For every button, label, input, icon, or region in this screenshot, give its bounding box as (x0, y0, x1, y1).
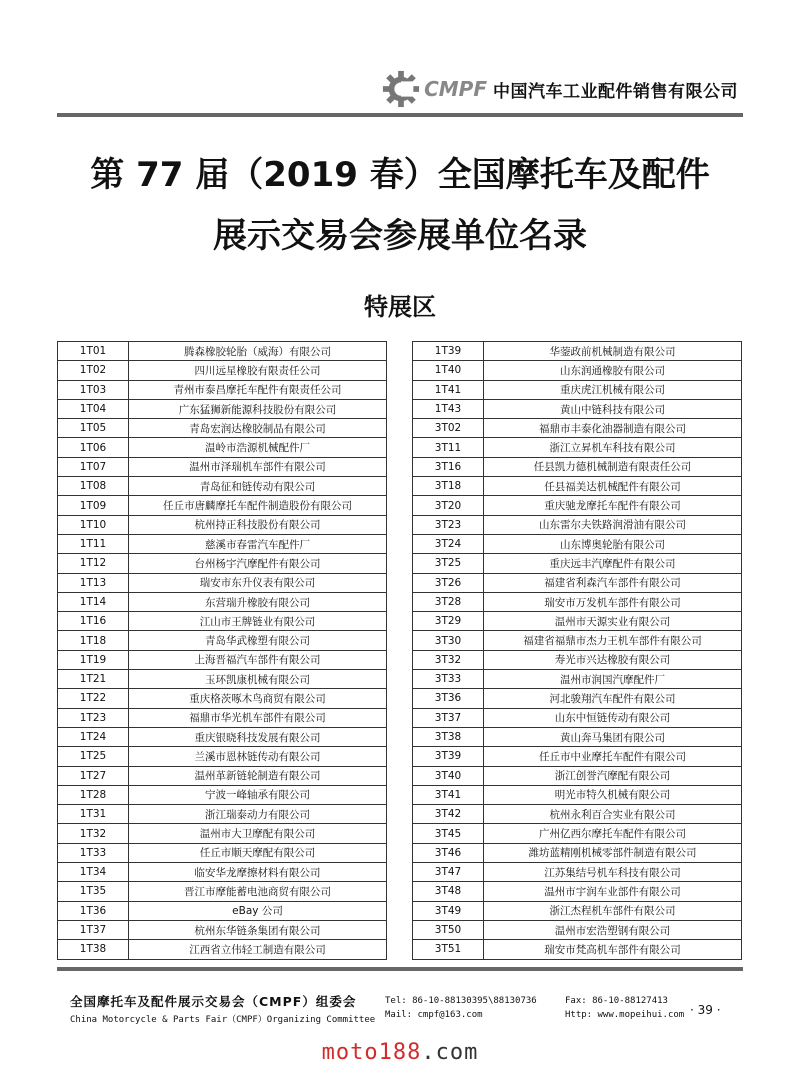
exhibitor-name: 浙江杰程机车部件有限公司 (484, 901, 742, 920)
booth-code: 1T43 (413, 399, 484, 418)
exhibitor-name: 温州市天源实业有限公司 (484, 612, 742, 631)
table-row (413, 785, 742, 804)
table-row (58, 805, 387, 824)
booth-code: 3T39 (413, 747, 484, 766)
exhibitor-name: 东营瑞升橡胶有限公司 (129, 592, 387, 611)
table-row (413, 766, 742, 785)
table-row (58, 940, 387, 959)
table-row (413, 592, 742, 611)
table-row (58, 689, 387, 708)
booth-code: 1T13 (58, 573, 129, 592)
table-row (413, 419, 742, 438)
watermark-tld: .com (421, 1040, 479, 1065)
booth-code: 3T30 (413, 631, 484, 650)
exhibitor-name: 明光市特久机械有限公司 (484, 785, 742, 804)
page-title-line2: 展示交易会参展单位名录 (213, 216, 587, 256)
booth-code: 3T42 (413, 805, 484, 824)
booth-code: 1T22 (58, 689, 129, 708)
exhibitor-name: 瑞安市万发机车部件有限公司 (484, 592, 742, 611)
exhibitor-name: 临安华龙摩擦材料有限公司 (129, 863, 387, 882)
booth-code: 3T11 (413, 438, 484, 457)
table-row (413, 477, 742, 496)
booth-code: 1T38 (58, 940, 129, 959)
booth-code: 1T18 (58, 631, 129, 650)
booth-code: 1T28 (58, 785, 129, 804)
exhibitor-name: eBay 公司 (129, 901, 387, 920)
booth-code: 1T21 (58, 670, 129, 689)
table-row (58, 670, 387, 689)
table-row (413, 689, 742, 708)
watermark-domain: moto188 (321, 1040, 422, 1065)
exhibitor-name: 潍坊蓝精刚机械零部件制造有限公司 (484, 843, 742, 862)
table-row (413, 399, 742, 418)
exhibitor-name: 温州市宇润车业部件有限公司 (484, 882, 742, 901)
exhibitor-name: 重庆银晓科技发展有限公司 (129, 727, 387, 746)
exhibitor-name: 兰溪市恩林链传动有限公司 (129, 747, 387, 766)
table-row (413, 650, 742, 669)
booth-code: 1T37 (58, 920, 129, 939)
exhibitor-name: 重庆驰龙摩托车配件有限公司 (484, 496, 742, 515)
exhibitor-name: 江山市王牌链业有限公司 (129, 612, 387, 631)
exhibitor-name: 重庆远丰汽摩配件有限公司 (484, 554, 742, 573)
booth-code: 3T48 (413, 882, 484, 901)
booth-code: 3T18 (413, 477, 484, 496)
exhibitor-name: 青岛征和链传动有限公司 (129, 477, 387, 496)
booth-code: 1T07 (58, 457, 129, 476)
table-row (58, 747, 387, 766)
footer-org-cn: 全国摩托车及配件展示交易会（CMPF）组委会 (70, 994, 357, 1009)
table-row (58, 342, 387, 361)
table-row (413, 824, 742, 843)
table-row (413, 940, 742, 959)
booth-code: 3T29 (413, 612, 484, 631)
exhibitor-name: 山东雷尔夫铁路润滑油有限公司 (484, 515, 742, 534)
booth-code: 3T45 (413, 824, 484, 843)
booth-code: 3T20 (413, 496, 484, 515)
exhibitor-name: 任丘市唐麟摩托车配件制造股份有限公司 (129, 496, 387, 515)
table-row (413, 805, 742, 824)
table-row (58, 361, 387, 380)
booth-code: 1T36 (58, 901, 129, 920)
exhibitor-name: 华蓥政前机械制造有限公司 (484, 342, 742, 361)
table-row (58, 380, 387, 399)
booth-code: 1T33 (58, 843, 129, 862)
booth-code: 3T32 (413, 650, 484, 669)
booth-code: 1T06 (58, 438, 129, 457)
booth-code: 1T03 (58, 380, 129, 399)
booth-code: 1T23 (58, 708, 129, 727)
booth-code: 1T10 (58, 515, 129, 534)
table-row (413, 573, 742, 592)
exhibitor-name: 温州市泽瑞机车部件有限公司 (129, 457, 387, 476)
exhibitor-name: 任丘市顺天摩配有限公司 (129, 843, 387, 862)
table-row (413, 843, 742, 862)
table-row (58, 766, 387, 785)
exhibitor-name: 温州市大卫摩配有限公司 (129, 824, 387, 843)
exhibitor-name: 上海晋福汽车部件有限公司 (129, 650, 387, 669)
table-row (58, 554, 387, 573)
exhibitor-name: 任县福美达机械配件有限公司 (484, 477, 742, 496)
table-row (58, 612, 387, 631)
booth-code: 1T27 (58, 766, 129, 785)
booth-code: 1T16 (58, 612, 129, 631)
exhibitor-name: 黄山中链科技有限公司 (484, 399, 742, 418)
exhibitor-name: 任县凯力德机械制造有限责任公司 (484, 457, 742, 476)
exhibitor-name: 腾森橡胶轮胎（威海）有限公司 (129, 342, 387, 361)
exhibitor-name: 广东猛狮新能源科技股份有限公司 (129, 399, 387, 418)
exhibitor-name: 青岛华武橡塑有限公司 (129, 631, 387, 650)
table-row (413, 708, 742, 727)
table-row (413, 361, 742, 380)
table-row (58, 882, 387, 901)
exhibitor-name: 台州杨宇汽摩配件有限公司 (129, 554, 387, 573)
exhibitor-name: 宁波一峰轴承有限公司 (129, 785, 387, 804)
booth-code: 1T39 (413, 342, 484, 361)
table-row (58, 419, 387, 438)
table-row (413, 747, 742, 766)
booth-code: 3T46 (413, 843, 484, 862)
table-row (58, 438, 387, 457)
table-row (58, 573, 387, 592)
exhibitor-name: 福鼎市丰泰化油器制造有限公司 (484, 419, 742, 438)
company-name: 中国汽车工业配件销售有限公司 (493, 81, 738, 102)
header-divider (57, 113, 743, 117)
company-logo (382, 70, 738, 108)
booth-code: 3T25 (413, 554, 484, 573)
footer-tel: Tel: 86-10-88130395\88130736 (385, 996, 537, 1006)
exhibitor-name: 江西省立伟轻工制造有限公司 (129, 940, 387, 959)
booth-code: 1T12 (58, 554, 129, 573)
page-header (0, 0, 800, 120)
table-row (58, 650, 387, 669)
exhibitor-name: 江苏集结号机车科技有限公司 (484, 863, 742, 882)
section-title: 特展区 (364, 293, 436, 321)
booth-code: 1T31 (58, 805, 129, 824)
booth-code: 1T05 (58, 419, 129, 438)
table-row (58, 863, 387, 882)
table-row (413, 727, 742, 746)
booth-code: 3T37 (413, 708, 484, 727)
exhibitor-name: 温州市润国汽摩配件厂 (484, 670, 742, 689)
table-row (413, 342, 742, 361)
booth-code: 3T49 (413, 901, 484, 920)
table-row (413, 515, 742, 534)
booth-code: 1T09 (58, 496, 129, 515)
table-row (413, 554, 742, 573)
table-row (58, 920, 387, 939)
table-row (413, 670, 742, 689)
booth-code: 1T01 (58, 342, 129, 361)
table-row (58, 534, 387, 553)
booth-code: 1T40 (413, 361, 484, 380)
booth-code: 3T02 (413, 419, 484, 438)
exhibitor-name: 黄山奔马集团有限公司 (484, 727, 742, 746)
booth-code: 1T35 (58, 882, 129, 901)
gear-icon (382, 70, 420, 108)
exhibitor-name: 温州革新链轮制造有限公司 (129, 766, 387, 785)
table-row (58, 785, 387, 804)
exhibitor-table-left (57, 341, 387, 960)
table-row (58, 457, 387, 476)
exhibitor-name: 山东润通橡胶有限公司 (484, 361, 742, 380)
exhibitor-name: 浙江立昇机车科技有限公司 (484, 438, 742, 457)
table-row (413, 438, 742, 457)
table-row (58, 399, 387, 418)
exhibitor-name: 杭州东华链条集团有限公司 (129, 920, 387, 939)
table-row (413, 901, 742, 920)
booth-code: 1T25 (58, 747, 129, 766)
exhibitor-name: 温州市宏浩塑钢有限公司 (484, 920, 742, 939)
exhibitor-name: 慈溪市春雷汽车配件厂 (129, 534, 387, 553)
booth-code: 3T24 (413, 534, 484, 553)
exhibitor-name: 浙江瑞泰动力有限公司 (129, 805, 387, 824)
exhibitor-name: 玉环凯康机械有限公司 (129, 670, 387, 689)
booth-code: 3T50 (413, 920, 484, 939)
exhibitor-name: 山东中恒链传动有限公司 (484, 708, 742, 727)
table-row (413, 380, 742, 399)
exhibitor-name: 广州亿西尔摩托车配件有限公司 (484, 824, 742, 843)
footer-mail[interactable]: Mail: cmpf@163.com (385, 1010, 483, 1020)
table-row (413, 496, 742, 515)
table-row (413, 631, 742, 650)
exhibitor-name: 河北骏翔汽车配件有限公司 (484, 689, 742, 708)
booth-code: 1T14 (58, 592, 129, 611)
exhibitor-name: 福建省利森汽车部件有限公司 (484, 573, 742, 592)
exhibitor-name: 青州市泰昌摩托车配件有限责任公司 (129, 380, 387, 399)
booth-code: 3T23 (413, 515, 484, 534)
booth-code: 3T28 (413, 592, 484, 611)
table-row (58, 496, 387, 515)
booth-code: 1T34 (58, 863, 129, 882)
footer-fax: Fax: 86-10-88127413 (565, 996, 668, 1006)
footer-org-en: China Motorcycle & Parts Fair（CMPF）Organizing Committee (70, 1015, 376, 1025)
booth-code: 3T16 (413, 457, 484, 476)
exhibitor-name: 杭州持正科技股份有限公司 (129, 515, 387, 534)
exhibitor-name: 福建省福鼎市杰力王机车部件有限公司 (484, 631, 742, 650)
booth-code: 1T41 (413, 380, 484, 399)
table-row (58, 824, 387, 843)
exhibitor-name: 重庆虎江机械有限公司 (484, 380, 742, 399)
exhibitor-name: 瑞安市梵高机车部件有限公司 (484, 940, 742, 959)
page-number: · 39 · (690, 1003, 721, 1017)
exhibitor-name: 寿光市兴达橡胶有限公司 (484, 650, 742, 669)
booth-code: 3T38 (413, 727, 484, 746)
table-row (58, 727, 387, 746)
exhibitor-name: 瑞安市东升仪表有限公司 (129, 573, 387, 592)
booth-code: 3T36 (413, 689, 484, 708)
booth-code: 1T32 (58, 824, 129, 843)
exhibitor-table-right (412, 341, 742, 960)
table-row (58, 515, 387, 534)
footer-divider (57, 967, 743, 971)
exhibitor-name: 晋江市摩能蓄电池商贸有限公司 (129, 882, 387, 901)
exhibitor-name: 温岭市浩源机械配件厂 (129, 438, 387, 457)
table-row (58, 592, 387, 611)
page-title-line1: 第 77 届（2019 春）全国摩托车及配件 (90, 155, 710, 195)
exhibitor-name: 杭州永利百合实业有限公司 (484, 805, 742, 824)
booth-code: 3T47 (413, 863, 484, 882)
exhibitor-name: 福鼎市华光机车部件有限公司 (129, 708, 387, 727)
exhibitor-name: 重庆格茨啄木鸟商贸有限公司 (129, 689, 387, 708)
booth-code: 3T33 (413, 670, 484, 689)
table-row (413, 612, 742, 631)
logo-mark: CMPF (424, 77, 487, 101)
booth-code: 1T08 (58, 477, 129, 496)
table-row (58, 843, 387, 862)
booth-code: 1T02 (58, 361, 129, 380)
exhibitor-name: 山东博奥轮胎有限公司 (484, 534, 742, 553)
booth-code: 1T11 (58, 534, 129, 553)
table-row (58, 477, 387, 496)
exhibitor-name: 青岛宏润达橡胶制品有限公司 (129, 419, 387, 438)
table-row (413, 920, 742, 939)
table-row (58, 708, 387, 727)
booth-code: 1T24 (58, 727, 129, 746)
booth-code: 3T51 (413, 940, 484, 959)
table-row (58, 901, 387, 920)
table-row (58, 631, 387, 650)
booth-code: 3T26 (413, 573, 484, 592)
table-row (413, 457, 742, 476)
table-row (413, 534, 742, 553)
exhibitor-name: 浙江创誉汽摩配有限公司 (484, 766, 742, 785)
booth-code: 1T19 (58, 650, 129, 669)
table-row (413, 863, 742, 882)
watermark (0, 1040, 800, 1065)
booth-code: 3T40 (413, 766, 484, 785)
exhibitor-name: 四川远星橡胶有限责任公司 (129, 361, 387, 380)
exhibitor-name: 任丘市中业摩托车配件有限公司 (484, 747, 742, 766)
table-row (413, 882, 742, 901)
footer-website[interactable]: Http: www.mopeihui.com (565, 1010, 685, 1020)
booth-code: 1T04 (58, 399, 129, 418)
booth-code: 3T41 (413, 785, 484, 804)
